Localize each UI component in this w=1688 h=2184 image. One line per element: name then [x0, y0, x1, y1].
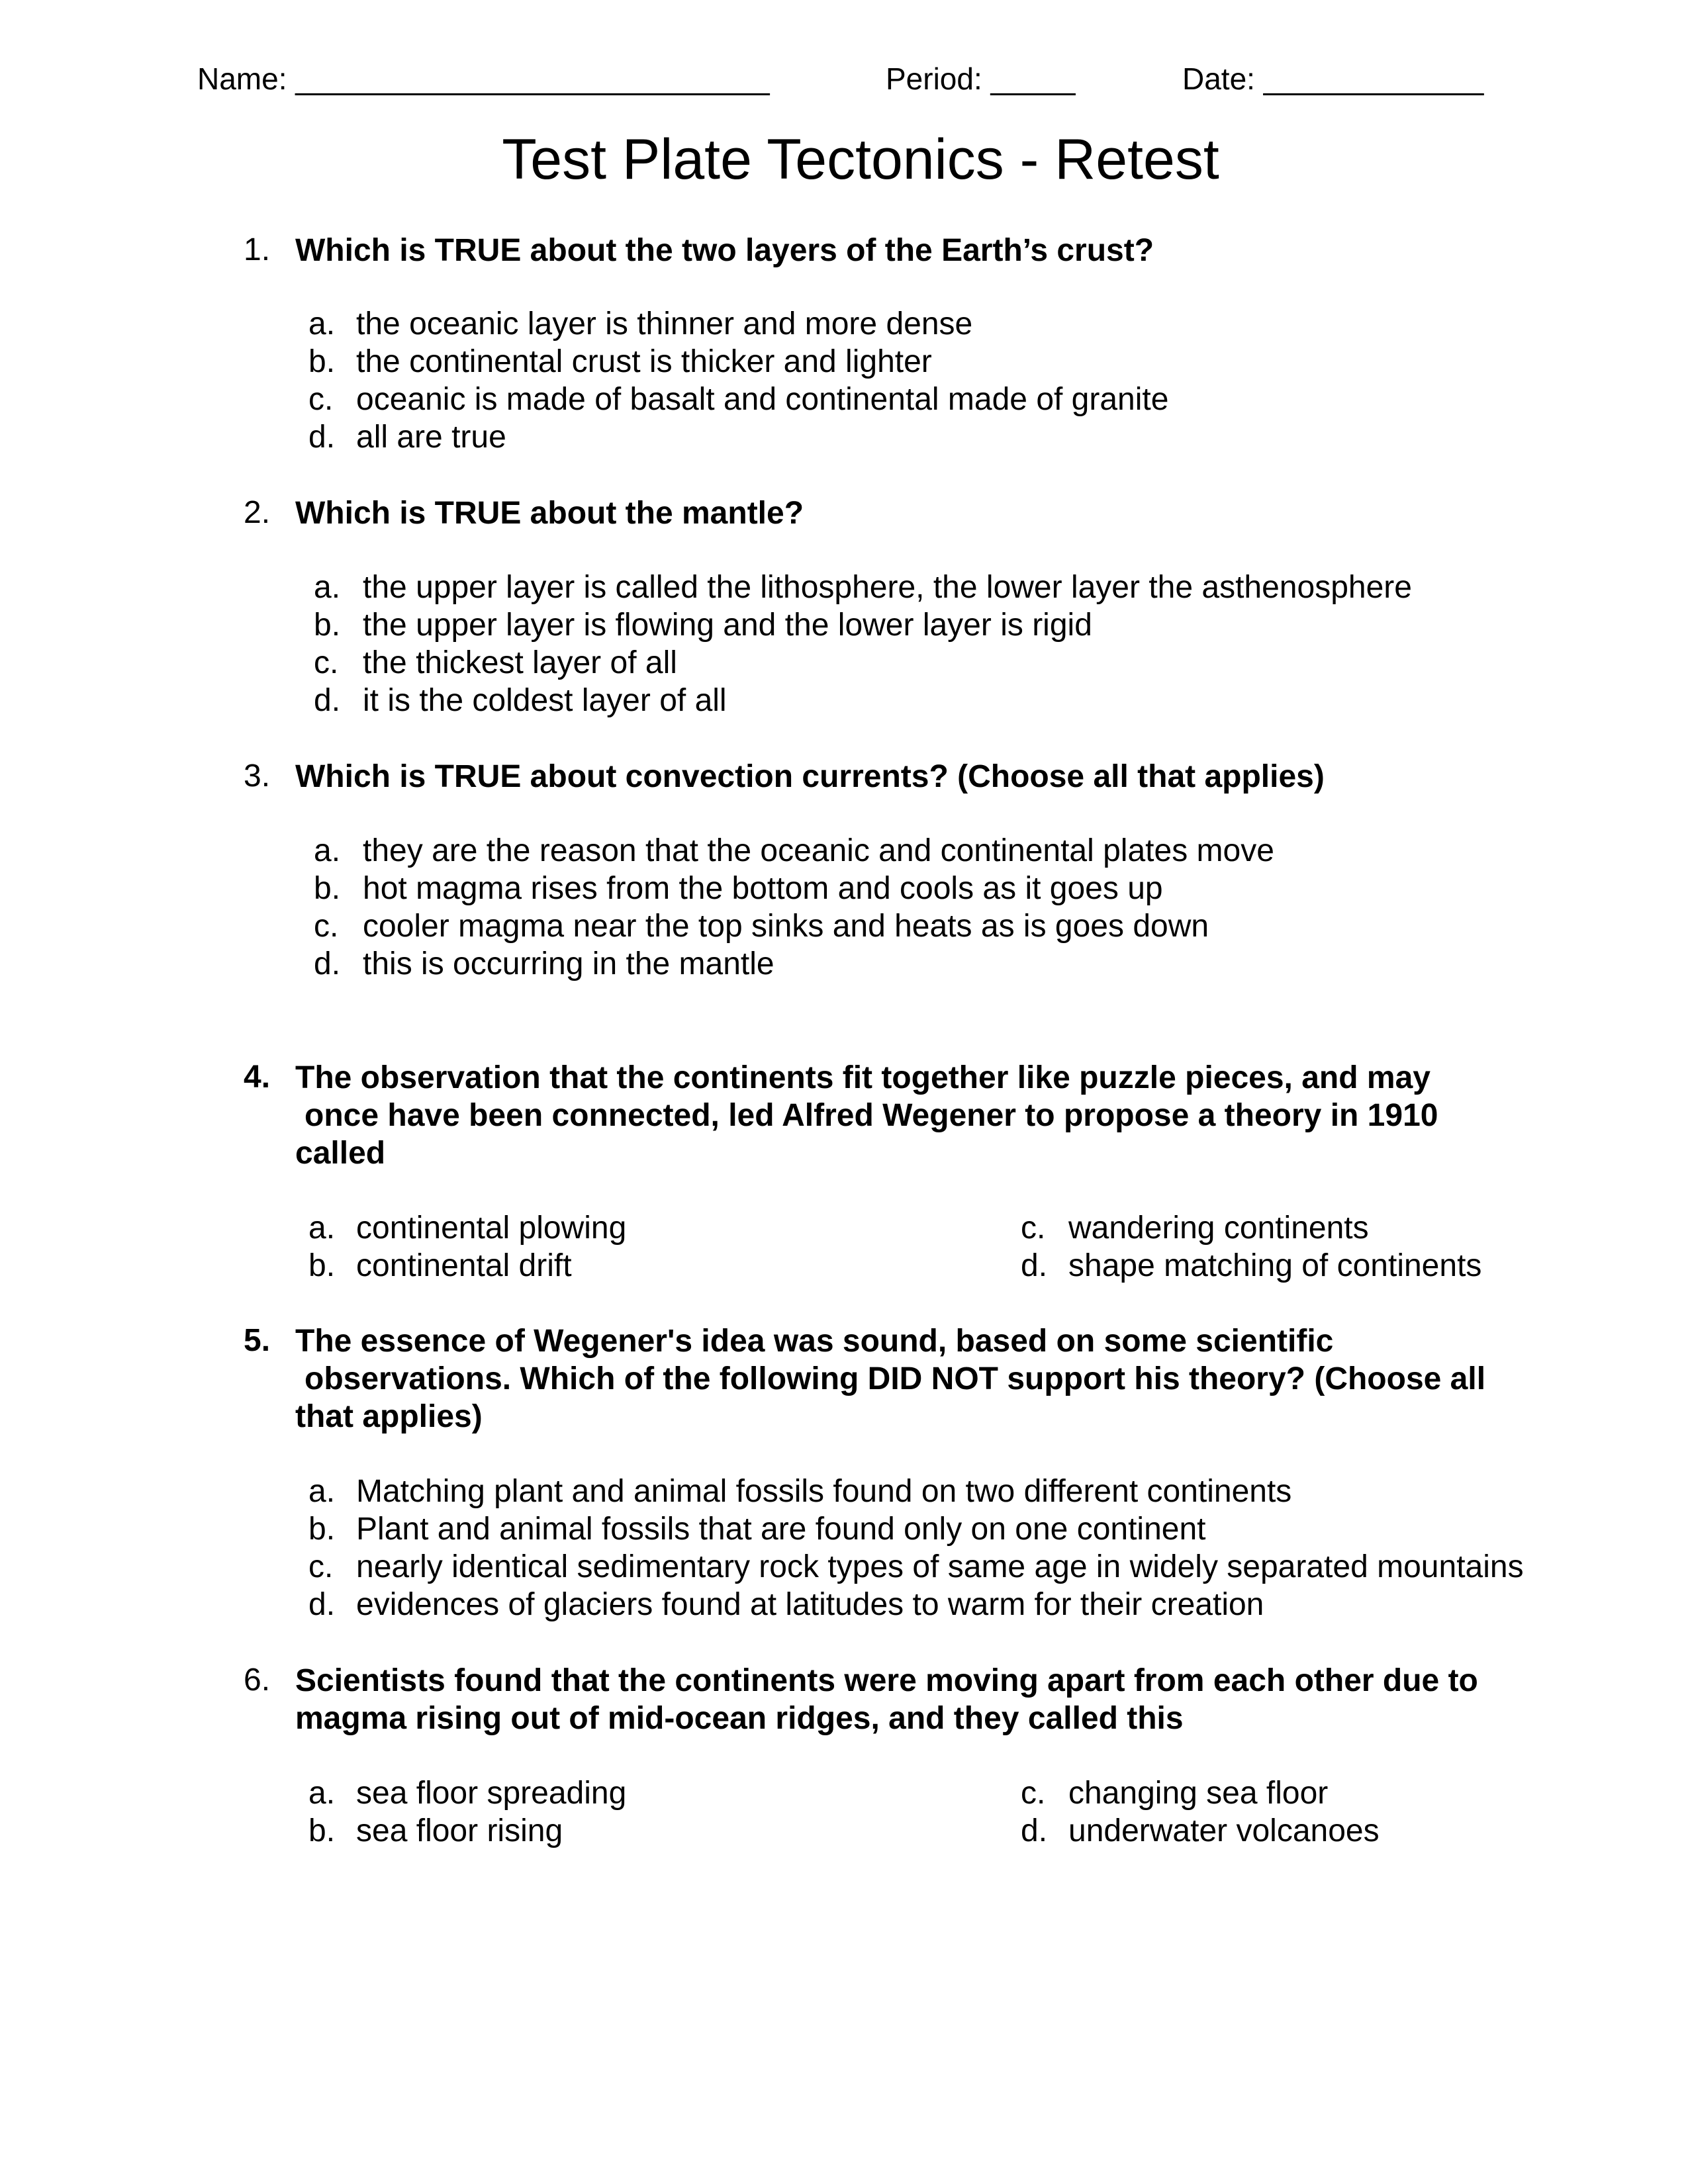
option-letter[interactable]: c. [308, 1549, 334, 1584]
option-letter[interactable]: d. [308, 420, 336, 455]
option-letter[interactable]: a. [308, 1474, 336, 1509]
option-text[interactable]: all are true [356, 420, 506, 455]
option-text[interactable]: hot magma rises from the bottom and cools as it goes up [363, 871, 1163, 906]
question-text: Which is TRUE about convection currents? (Choose all that applies) [295, 759, 1325, 794]
option-letter[interactable]: d. [1021, 1248, 1048, 1283]
question-text-line: that applies) [295, 1399, 483, 1434]
option-text[interactable]: shape matching of continents [1068, 1248, 1482, 1283]
option-letter[interactable]: d. [308, 1587, 336, 1622]
option-letter[interactable]: b. [308, 344, 336, 379]
option-text[interactable]: the upper layer is flowing and the lower layer is rigid [363, 608, 1092, 643]
question-number: 6. [244, 1662, 271, 1698]
option-text[interactable]: cooler magma near the top sinks and heats as is goes down [363, 909, 1209, 944]
option-letter[interactable]: c. [1021, 1210, 1046, 1246]
option-text[interactable]: underwater volcanoes [1068, 1813, 1380, 1848]
option-text[interactable]: the continental crust is thicker and lighter [356, 344, 932, 379]
date-field[interactable]: Date: _____________ [1182, 62, 1484, 96]
option-text[interactable]: the upper layer is called the lithosphere, the lower layer the asthenosphere [363, 570, 1412, 605]
question-text-line: magma rising out of mid-ocean ridges, and they called this [295, 1701, 1184, 1736]
option-text[interactable]: they are the reason that the oceanic and continental plates move [363, 833, 1274, 868]
option-letter[interactable]: b. [308, 1512, 336, 1547]
option-text[interactable]: Matching plant and animal fossils found on two different continents [356, 1474, 1292, 1509]
option-letter[interactable]: a. [314, 570, 341, 605]
option-text[interactable]: evidences of glaciers found at latitudes to warm for their creation [356, 1587, 1264, 1622]
option-letter[interactable]: d. [314, 946, 341, 981]
option-text[interactable]: sea floor spreading [356, 1776, 627, 1811]
option-letter[interactable]: a. [314, 833, 341, 868]
question-number: 3. [244, 758, 271, 794]
question-text: Which is TRUE about the mantle? [295, 496, 804, 531]
option-text[interactable]: wandering continents [1068, 1210, 1369, 1246]
option-letter[interactable]: c. [314, 909, 339, 944]
option-text[interactable]: Plant and animal fossils that are found only on one continent [356, 1512, 1206, 1547]
option-letter[interactable]: d. [314, 683, 341, 718]
question-text-line: The essence of Wegener's idea was sound, based on some scientific [295, 1324, 1334, 1359]
option-letter[interactable]: a. [308, 1776, 336, 1811]
option-letter[interactable]: b. [308, 1813, 336, 1848]
question-text-line: The observation that the continents fit together like puzzle pieces, and may [295, 1060, 1430, 1095]
option-text[interactable]: this is occurring in the mantle [363, 946, 774, 981]
option-letter[interactable]: d. [1021, 1813, 1048, 1848]
question-number: 4. [244, 1060, 271, 1095]
option-text[interactable]: the thickest layer of all [363, 645, 677, 680]
question-number: 5. [244, 1323, 271, 1358]
option-text[interactable]: sea floor rising [356, 1813, 563, 1848]
option-text[interactable]: continental plowing [356, 1210, 627, 1246]
question-text-line: once have been connected, led Alfred Wegener to propose a theory in 1910 [305, 1098, 1438, 1133]
option-text[interactable]: nearly identical sedimentary rock types of same age in widely separated mountains [356, 1549, 1524, 1584]
option-letter[interactable]: a. [308, 1210, 336, 1246]
option-text[interactable]: the oceanic layer is thinner and more dense [356, 306, 973, 341]
option-letter[interactable]: c. [1021, 1776, 1046, 1811]
question-text-line: called [295, 1136, 386, 1171]
option-letter[interactable]: a. [308, 306, 336, 341]
question-text-line: observations. Which of the following DID NOT support his theory? (Choose all [305, 1361, 1486, 1396]
option-letter[interactable]: c. [314, 645, 339, 680]
question-number: 2. [244, 495, 271, 530]
option-text[interactable]: changing sea floor [1068, 1776, 1329, 1811]
option-letter[interactable]: c. [308, 382, 334, 417]
option-text[interactable]: continental drift [356, 1248, 572, 1283]
question-text: Which is TRUE about the two layers of the Earth’s crust? [295, 233, 1154, 268]
name-field[interactable]: Name: ____________________________ [197, 62, 770, 96]
page-title: Test Plate Tectonics - Retest [502, 128, 1219, 191]
question-number: 1. [244, 232, 271, 267]
option-letter[interactable]: b. [314, 871, 341, 906]
option-text[interactable]: it is the coldest layer of all [363, 683, 727, 718]
option-text[interactable]: oceanic is made of basalt and continental made of granite [356, 382, 1169, 417]
option-letter[interactable]: b. [308, 1248, 336, 1283]
question-text-line: Scientists found that the continents were moving apart from each other due to [295, 1663, 1478, 1698]
period-field[interactable]: Period: _____ [886, 62, 1076, 96]
option-letter[interactable]: b. [314, 608, 341, 643]
